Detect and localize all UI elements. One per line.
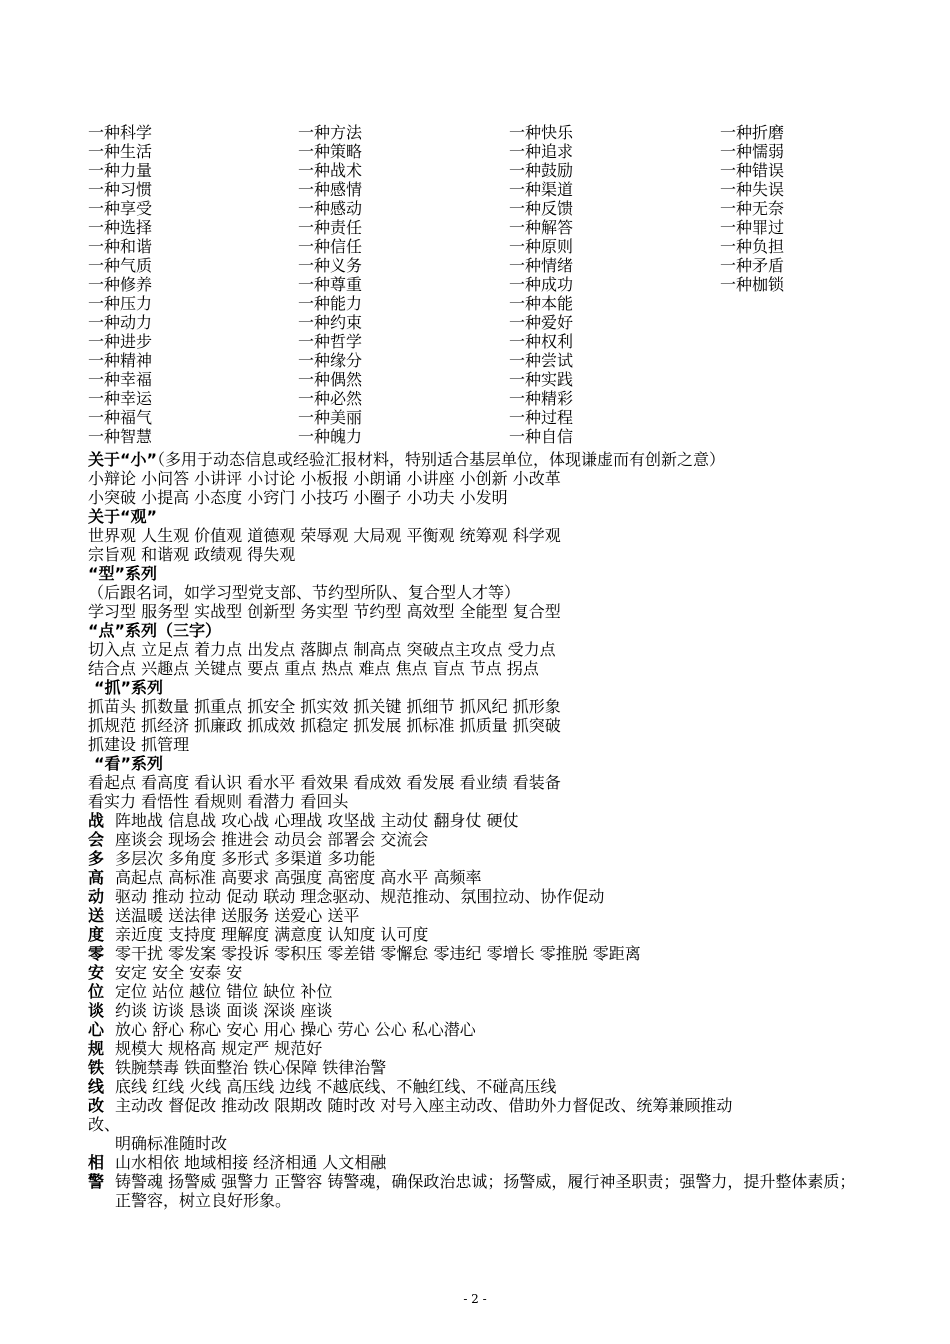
grid-word: 一种鼓励 <box>509 161 574 180</box>
grid-word: 一种尝试 <box>509 351 574 370</box>
keyword-row <box>88 925 868 944</box>
grid-column-2 <box>298 123 362 446</box>
keyword-char: 战 <box>88 811 105 830</box>
grid-word: 一种折磨 <box>720 123 785 142</box>
grid-word: 一种幸运 <box>88 389 153 408</box>
keyword-terms: 规模大 规格高 规定严 规范好 <box>115 1039 323 1058</box>
keyword-row <box>88 1020 868 1039</box>
grid-word: 一种追求 <box>509 142 574 161</box>
section-heading: “看”系列 <box>94 754 164 773</box>
text-line: 小突破 小提高 小态度 小窍门 小技巧 小圈子 小功夫 小发明 <box>88 488 508 507</box>
grid-word: 一种过程 <box>509 408 574 427</box>
grid-word: 一种自信 <box>509 427 574 446</box>
grid-word: 一种和谐 <box>88 237 153 256</box>
grid-word: 一种本能 <box>509 294 574 313</box>
grid-word: 一种责任 <box>298 218 363 237</box>
keyword-row <box>88 906 868 925</box>
grid-word: 一种动力 <box>88 313 153 332</box>
section-note: （多用于动态信息或经验汇报材料，特别适合基层单位，体现谦虚而有创新之意） <box>157 450 726 469</box>
keyword-row <box>88 1172 868 1210</box>
keyword-row <box>88 982 868 1001</box>
keyword-row <box>88 1058 868 1077</box>
text-line: 学习型 服务型 实战型 创新型 务实型 节约型 高效型 全能型 复合型 <box>88 602 561 621</box>
keyword-char: 安 <box>88 963 105 982</box>
grid-word: 一种实践 <box>509 370 574 389</box>
keyword-char: 会 <box>88 830 105 849</box>
grid-word: 一种反馈 <box>509 199 574 218</box>
keyword-row <box>88 1153 868 1172</box>
keyword-terms: 驱动 推动 拉动 促动 联动 理念驱动、规范推动、氛围拉动、协作促动 <box>115 887 605 906</box>
grid-word: 一种精神 <box>88 351 153 370</box>
grid-word: 一种精彩 <box>509 389 574 408</box>
section-heading: 关于“观” <box>88 507 158 526</box>
keyword-terms: 定位 站位 越位 错位 缺位 补位 <box>115 982 333 1001</box>
keyword-rows <box>88 811 868 1096</box>
text-line: 抓建设 抓管理 <box>88 735 190 754</box>
keyword-char: 零 <box>88 944 105 963</box>
keyword-terms: 送温暖 送法律 送服务 送爱心 送平 <box>115 906 360 925</box>
grid-word: 一种无奈 <box>720 199 785 218</box>
grid-word: 一种权利 <box>509 332 574 351</box>
grid-word: 一种解答 <box>509 218 574 237</box>
grid-word: 一种幸福 <box>88 370 153 389</box>
grid-word: 一种渠道 <box>509 180 574 199</box>
keyword-terms: 多层次 多角度 多形式 多渠道 多功能 <box>115 849 376 868</box>
grid-word: 一种享受 <box>88 199 153 218</box>
grid-word: 一种成功 <box>509 275 574 294</box>
text-line: 改、 <box>88 1115 121 1134</box>
keyword-char: 心 <box>88 1020 105 1039</box>
grid-column-1 <box>88 123 152 446</box>
grid-word: 一种原则 <box>509 237 574 256</box>
keyword-terms: 铸警魂 扬警威 强警力 正警容 铸警魂，确保政治忠诚；扬警威，履行神圣职责；强警力，提升整体素质；正警容，树立良好形象。 <box>115 1172 856 1210</box>
grid-word: 一种压力 <box>88 294 153 313</box>
keyword-terms: 零干扰 零发案 零投诉 零积压 零差错 零懈怠 零违纪 零增长 零推脱 零距离 <box>115 944 641 963</box>
keyword-row <box>88 1077 868 1096</box>
keyword-char: 动 <box>88 887 105 906</box>
keyword-row <box>88 811 868 830</box>
text-line: 抓规范 抓经济 抓廉政 抓成效 抓稳定 抓发展 抓标准 抓质量 抓突破 <box>88 716 561 735</box>
keyword-row <box>88 1001 868 1020</box>
grid-word: 一种约束 <box>298 313 363 332</box>
grid-word: 一种罪过 <box>720 218 785 237</box>
grid-word: 一种智慧 <box>88 427 153 446</box>
grid-word: 一种习惯 <box>88 180 153 199</box>
keyword-row <box>88 849 868 868</box>
keyword-row <box>88 887 868 906</box>
grid-word: 一种错误 <box>720 161 785 180</box>
grid-word: 一种信任 <box>298 237 363 256</box>
grid-word: 一种气质 <box>88 256 153 275</box>
keyword-char: 谈 <box>88 1001 105 1020</box>
grid-word: 一种感情 <box>298 180 363 199</box>
keyword-terms: 约谈 访谈 恳谈 面谈 深谈 座谈 <box>115 1001 333 1020</box>
keyword-char: 铁 <box>88 1058 105 1077</box>
keyword-terms: 阵地战 信息战 攻心战 心理战 攻坚战 主动仗 翻身仗 硬仗 <box>115 811 519 830</box>
xiao-heading-line <box>88 450 868 469</box>
keyword-row <box>88 868 868 887</box>
grid-word: 一种偶然 <box>298 370 363 389</box>
section-heading: 关于“小” <box>88 450 158 469</box>
yizhong-word-grid <box>88 123 868 450</box>
grid-word: 一种战术 <box>298 161 363 180</box>
grid-word: 一种选择 <box>88 218 153 237</box>
keyword-char: 警 <box>88 1172 105 1191</box>
keyword-rows-2 <box>88 1153 868 1210</box>
keyword-terms: 底线 红线 火线 高压线 边线 不越底线、不触红线、不碰高压线 <box>115 1077 557 1096</box>
grid-word: 一种方法 <box>298 123 363 142</box>
grid-word: 一种能力 <box>298 294 363 313</box>
grid-word: 一种矛盾 <box>720 256 785 275</box>
keyword-char: 高 <box>88 868 105 887</box>
grid-column-4 <box>720 123 784 294</box>
keyword-terms: 山水相依 地域相接 经济相通 人文相融 <box>115 1153 387 1172</box>
text-line: 看实力 看悟性 看规则 看潜力 看回头 <box>88 792 349 811</box>
section-heading: “型”系列 <box>88 564 158 583</box>
grid-word: 一种义务 <box>298 256 363 275</box>
text-line: 抓苗头 抓数量 抓重点 抓安全 抓实效 抓关键 抓细节 抓风纪 抓形象 <box>88 697 561 716</box>
grid-word: 一种力量 <box>88 161 153 180</box>
grid-word: 一种缘分 <box>298 351 363 370</box>
text-line: 看起点 看高度 看认识 看水平 看效果 看成效 看发展 看业绩 看装备 <box>88 773 561 792</box>
grid-word: 一种情绪 <box>509 256 574 275</box>
keyword-char: 相 <box>88 1153 105 1172</box>
section-note: （后跟名词，如学习型党支部、节约型所队、复合型人才等） <box>88 583 521 602</box>
grid-word: 一种负担 <box>720 237 785 256</box>
grid-word: 一种快乐 <box>509 123 574 142</box>
text-line: 结合点 兴趣点 关键点 要点 重点 热点 难点 焦点 盲点 节点 拐点 <box>88 659 539 678</box>
grid-word: 一种福气 <box>88 408 153 427</box>
grid-word: 一种美丽 <box>298 408 363 427</box>
keyword-row <box>88 830 868 849</box>
keyword-terms: 亲近度 支持度 理解度 满意度 认知度 认可度 <box>115 925 429 944</box>
text-line: 切入点 立足点 着力点 出发点 落脚点 制高点 突破点主攻点 受力点 <box>88 640 556 659</box>
page-number: - 2 - <box>463 1292 487 1306</box>
section-heading: “点”系列（三字） <box>88 621 222 640</box>
grid-word: 一种进步 <box>88 332 153 351</box>
grid-column-3 <box>509 123 573 446</box>
keyword-char: 送 <box>88 906 105 925</box>
keyword-char: 改 <box>88 1096 105 1115</box>
keyword-terms: 安定 安全 安泰 安 <box>115 963 243 982</box>
keyword-char: 规 <box>88 1039 105 1058</box>
grid-word: 一种感动 <box>298 199 363 218</box>
text-line: 宗旨观 和谐观 政绩观 得失观 <box>88 545 296 564</box>
grid-word: 一种必然 <box>298 389 363 408</box>
keyword-char: 多 <box>88 849 105 868</box>
grid-word: 一种尊重 <box>298 275 363 294</box>
text-line: 世界观 人生观 价值观 道德观 荣辱观 大局观 平衡观 统筹观 科学观 <box>88 526 561 545</box>
text-line: 小辩论 小问答 小讲评 小讨论 小板报 小朗诵 小讲座 小创新 小改革 <box>88 469 561 488</box>
text-line: 明确标准随时改 <box>115 1134 228 1153</box>
section-heading: “抓”系列 <box>94 678 164 697</box>
document-body <box>88 123 868 1210</box>
grid-word: 一种修养 <box>88 275 153 294</box>
keyword-char: 度 <box>88 925 105 944</box>
keyword-row <box>88 1039 868 1058</box>
grid-word: 一种哲学 <box>298 332 363 351</box>
grid-word: 一种生活 <box>88 142 153 161</box>
keyword-char: 线 <box>88 1077 105 1096</box>
series-sections <box>88 450 868 1210</box>
keyword-terms: 高起点 高标准 高要求 高强度 高密度 高水平 高频率 <box>115 868 482 887</box>
grid-word: 一种失误 <box>720 180 785 199</box>
grid-word: 一种科学 <box>88 123 153 142</box>
grid-word: 一种懦弱 <box>720 142 785 161</box>
keyword-row <box>88 944 868 963</box>
keyword-terms: 座谈会 现场会 推进会 动员会 部署会 交流会 <box>115 830 429 849</box>
keyword-terms: 放心 舒心 称心 安心 用心 操心 劳心 公心 私心潜心 <box>115 1020 476 1039</box>
keyword-row <box>88 963 868 982</box>
keyword-terms: 主动改 督促改 推动改 限期改 随时改 对号入座主动改、借助外力督促改、统筹兼顾推动 <box>115 1096 733 1115</box>
keyword-char: 位 <box>88 982 105 1001</box>
grid-word: 一种枷锁 <box>720 275 785 294</box>
grid-word: 一种魄力 <box>298 427 363 446</box>
grid-word: 一种爱好 <box>509 313 574 332</box>
keyword-terms: 铁腕禁毒 铁面整治 铁心保障 铁律治警 <box>115 1058 387 1077</box>
keyword-row-gai <box>88 1096 868 1115</box>
grid-word: 一种策略 <box>298 142 363 161</box>
